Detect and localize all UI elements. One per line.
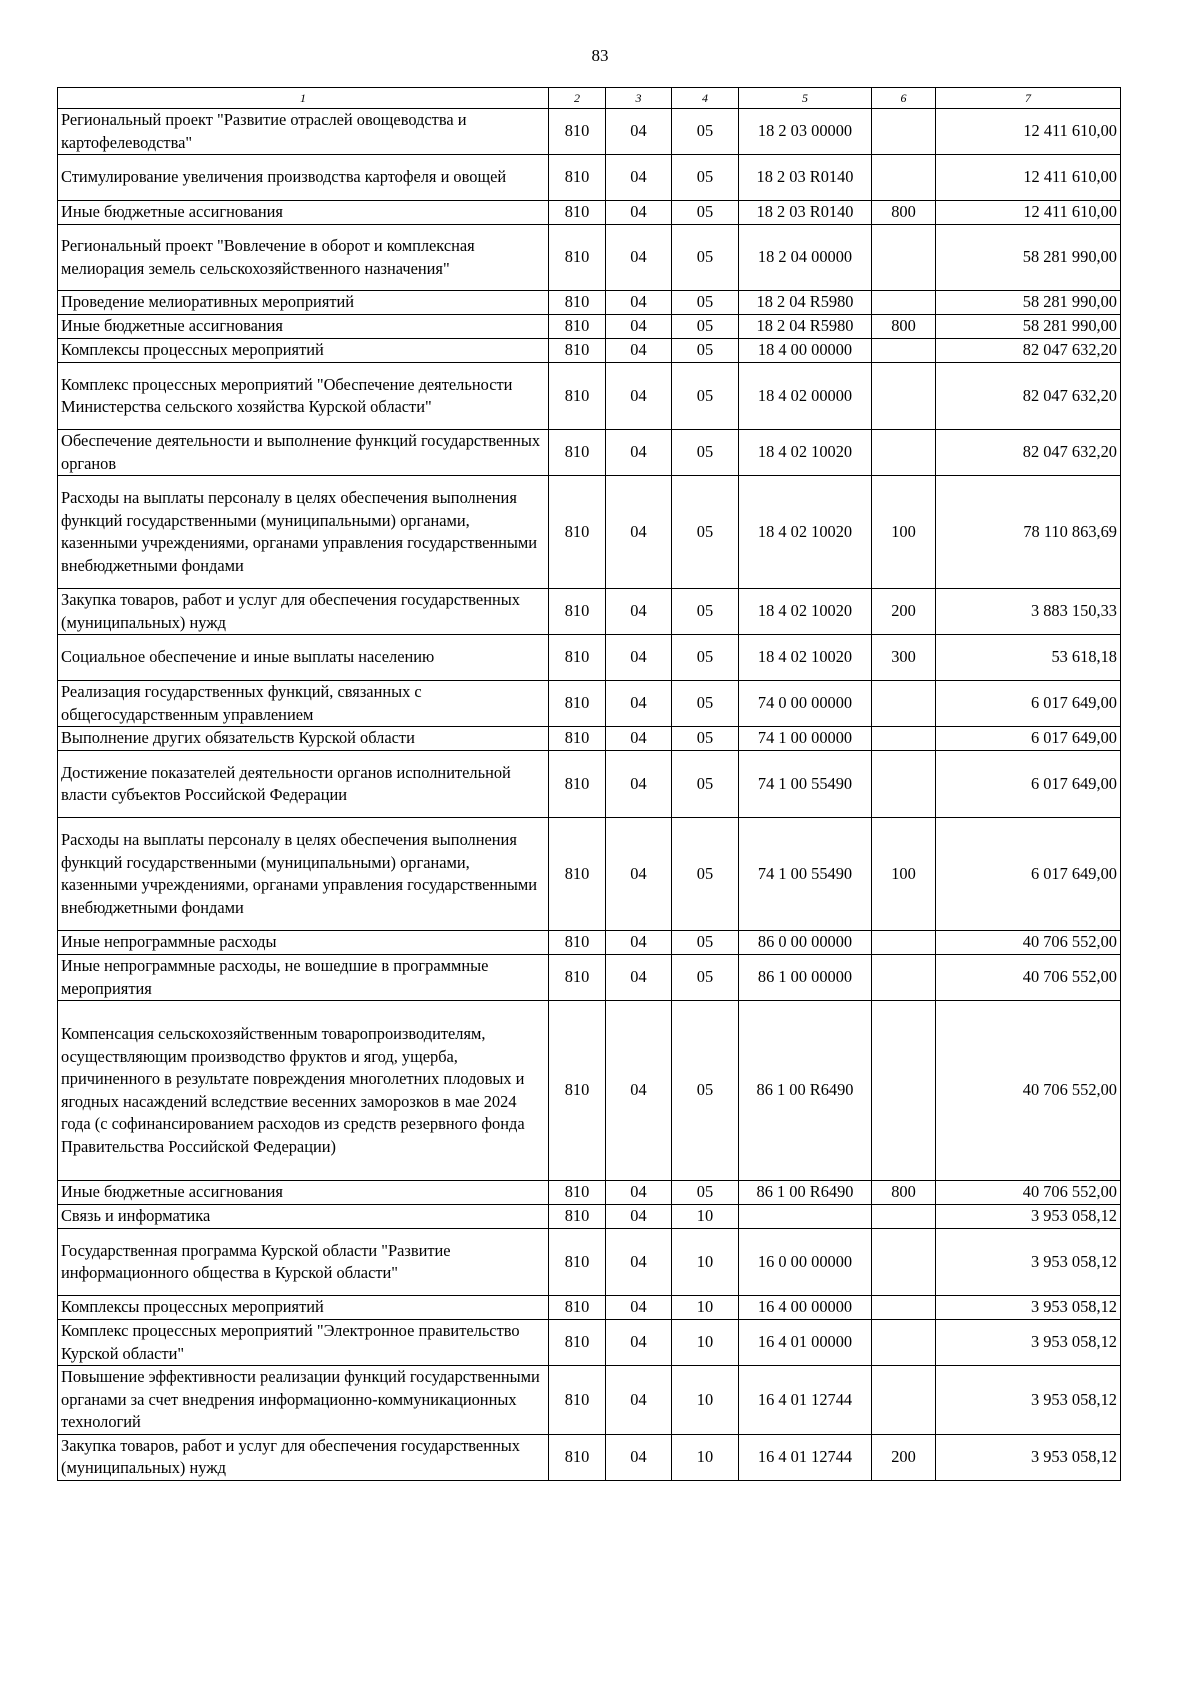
table-row [58, 225, 1121, 291]
ministry-code: 810 [549, 291, 606, 315]
ministry-code: 810 [549, 225, 606, 291]
table-row [58, 430, 1121, 476]
subsection-code: 05 [672, 339, 739, 363]
expense-type-code: 100 [872, 476, 936, 589]
subsection-code: 10 [672, 1296, 739, 1320]
column-header: 4 [672, 88, 739, 109]
section-code: 04 [606, 1366, 672, 1435]
target-article-code: 18 4 00 00000 [739, 339, 872, 363]
item-name: Региональный проект "Вовлечение в оборот и комплексная мелиорация земель сельскохозяйственного назначения" [58, 225, 549, 291]
column-header: 7 [936, 88, 1121, 109]
amount: 3 953 058,12 [936, 1366, 1121, 1435]
section-code: 04 [606, 681, 672, 727]
table-row [58, 1229, 1121, 1296]
amount: 40 706 552,00 [936, 931, 1121, 955]
ministry-code: 810 [549, 635, 606, 681]
expense-type-code [872, 1320, 936, 1366]
section-code: 04 [606, 109, 672, 155]
target-article-code: 16 4 01 12744 [739, 1366, 872, 1435]
target-article-code: 18 4 02 10020 [739, 589, 872, 635]
table-row [58, 931, 1121, 955]
table-row [58, 681, 1121, 727]
item-name: Расходы на выплаты персоналу в целях обеспечения выполнения функций государственными (муниципальными) органами, казенными учреждениями, органами управления государственными внебюджетными фондами [58, 818, 549, 931]
item-name: Выполнение других обязательств Курской области [58, 727, 549, 751]
table-row [58, 1001, 1121, 1181]
expense-type-code: 100 [872, 818, 936, 931]
ministry-code: 810 [549, 1366, 606, 1435]
item-name: Иные бюджетные ассигнования [58, 1181, 549, 1205]
expense-type-code [872, 291, 936, 315]
item-name: Связь и информатика [58, 1205, 549, 1229]
subsection-code: 05 [672, 291, 739, 315]
section-code: 04 [606, 1320, 672, 1366]
subsection-code: 10 [672, 1320, 739, 1366]
table-row [58, 1434, 1121, 1480]
item-name: Стимулирование увеличения производства картофеля и овощей [58, 155, 549, 201]
ministry-code: 810 [549, 589, 606, 635]
section-code: 04 [606, 1001, 672, 1181]
column-header: 6 [872, 88, 936, 109]
ministry-code: 810 [549, 201, 606, 225]
target-article-code: 74 1 00 00000 [739, 727, 872, 751]
subsection-code: 05 [672, 589, 739, 635]
section-code: 04 [606, 155, 672, 201]
table-row [58, 1366, 1121, 1435]
target-article-code: 18 4 02 10020 [739, 635, 872, 681]
expense-type-code [872, 225, 936, 291]
subsection-code: 05 [672, 681, 739, 727]
subsection-code: 05 [672, 818, 739, 931]
subsection-code: 05 [672, 201, 739, 225]
column-header: 5 [739, 88, 872, 109]
expense-type-code: 200 [872, 589, 936, 635]
target-article-code: 86 0 00 00000 [739, 931, 872, 955]
expense-type-code: 800 [872, 315, 936, 339]
ministry-code: 810 [549, 1229, 606, 1296]
target-article-code [739, 1205, 872, 1229]
item-name: Реализация государственных функций, связанных с общегосударственным управлением [58, 681, 549, 727]
table-row [58, 1320, 1121, 1366]
subsection-code: 05 [672, 931, 739, 955]
subsection-code: 05 [672, 1001, 739, 1181]
expense-type-code [872, 1296, 936, 1320]
expense-type-code [872, 430, 936, 476]
item-name: Повышение эффективности реализации функций государственными органами за счет внедрения информационно-коммуникационных технологий [58, 1366, 549, 1435]
amount: 82 047 632,20 [936, 363, 1121, 430]
expense-type-code [872, 109, 936, 155]
target-article-code: 74 0 00 00000 [739, 681, 872, 727]
expense-type-code [872, 751, 936, 818]
table-row [58, 109, 1121, 155]
subsection-code: 05 [672, 225, 739, 291]
column-header: 2 [549, 88, 606, 109]
section-code: 04 [606, 363, 672, 430]
expense-type-code [872, 1229, 936, 1296]
expense-type-code [872, 155, 936, 201]
item-name: Закупка товаров, работ и услуг для обеспечения государственных (муниципальных) нужд [58, 589, 549, 635]
section-code: 04 [606, 818, 672, 931]
table-row [58, 315, 1121, 339]
amount: 3 953 058,12 [936, 1296, 1121, 1320]
ministry-code: 810 [549, 1001, 606, 1181]
expense-type-code [872, 1366, 936, 1435]
section-code: 04 [606, 1205, 672, 1229]
amount: 6 017 649,00 [936, 681, 1121, 727]
item-name: Компенсация сельскохозяйственным товаропроизводителям, осуществляющим производство фруктов и ягод, ущерба, причиненного в результате повреждения многолетних плодовых и ягодных насаждений вследствие весенних заморозков в мае 2024 года (с софинансированием расходов из средств резервного фонда Правительства Российской Федерации) [58, 1001, 549, 1181]
expense-type-code [872, 681, 936, 727]
table-row [58, 1205, 1121, 1229]
section-code: 04 [606, 315, 672, 339]
subsection-code: 05 [672, 315, 739, 339]
target-article-code: 18 2 03 R0140 [739, 155, 872, 201]
expense-type-code: 800 [872, 201, 936, 225]
target-article-code: 74 1 00 55490 [739, 818, 872, 931]
item-name: Государственная программа Курской области "Развитие информационного общества в Курской области" [58, 1229, 549, 1296]
item-name: Комплекс процессных мероприятий "Обеспечение деятельности Министерства сельского хозяйства Курской области" [58, 363, 549, 430]
table-row [58, 635, 1121, 681]
expense-type-code: 300 [872, 635, 936, 681]
target-article-code: 86 1 00 R6490 [739, 1181, 872, 1205]
column-header: 1 [58, 88, 549, 109]
subsection-code: 10 [672, 1434, 739, 1480]
item-name: Достижение показателей деятельности органов исполнительной власти субъектов Российской Федерации [58, 751, 549, 818]
expense-type-code [872, 1205, 936, 1229]
table-row [58, 201, 1121, 225]
section-code: 04 [606, 1434, 672, 1480]
header-row [58, 88, 1121, 109]
item-name: Проведение мелиоративных мероприятий [58, 291, 549, 315]
target-article-code: 18 2 03 00000 [739, 109, 872, 155]
subsection-code: 05 [672, 476, 739, 589]
expense-type-code: 800 [872, 1181, 936, 1205]
section-code: 04 [606, 201, 672, 225]
expense-type-code [872, 363, 936, 430]
ministry-code: 810 [549, 1434, 606, 1480]
target-article-code: 18 4 02 10020 [739, 430, 872, 476]
table-row [58, 727, 1121, 751]
amount: 3 953 058,12 [936, 1434, 1121, 1480]
subsection-code: 05 [672, 955, 739, 1001]
subsection-code: 05 [672, 430, 739, 476]
section-code: 04 [606, 1229, 672, 1296]
target-article-code: 16 4 01 12744 [739, 1434, 872, 1480]
target-article-code: 86 1 00 00000 [739, 955, 872, 1001]
expense-type-code [872, 727, 936, 751]
section-code: 04 [606, 430, 672, 476]
amount: 82 047 632,20 [936, 430, 1121, 476]
amount: 12 411 610,00 [936, 201, 1121, 225]
table-row [58, 955, 1121, 1001]
table-row [58, 476, 1121, 589]
target-article-code: 18 2 04 R5980 [739, 315, 872, 339]
subsection-code: 05 [672, 727, 739, 751]
section-code: 04 [606, 589, 672, 635]
amount: 78 110 863,69 [936, 476, 1121, 589]
subsection-code: 10 [672, 1366, 739, 1435]
amount: 3 953 058,12 [936, 1229, 1121, 1296]
table-row [58, 589, 1121, 635]
table-row [58, 339, 1121, 363]
section-code: 04 [606, 727, 672, 751]
item-name: Иные бюджетные ассигнования [58, 201, 549, 225]
item-name: Иные непрограммные расходы [58, 931, 549, 955]
section-code: 04 [606, 291, 672, 315]
amount: 6 017 649,00 [936, 818, 1121, 931]
ministry-code: 810 [549, 1205, 606, 1229]
target-article-code: 74 1 00 55490 [739, 751, 872, 818]
item-name: Расходы на выплаты персоналу в целях обеспечения выполнения функций государственными (муниципальными) органами, казенными учреждениями, органами управления государственными внебюджетными фондами [58, 476, 549, 589]
subsection-code: 10 [672, 1229, 739, 1296]
subsection-code: 10 [672, 1205, 739, 1229]
amount: 12 411 610,00 [936, 109, 1121, 155]
item-name: Комплекс процессных мероприятий "Электронное правительство Курской области" [58, 1320, 549, 1366]
amount: 3 953 058,12 [936, 1320, 1121, 1366]
target-article-code: 16 0 00 00000 [739, 1229, 872, 1296]
target-article-code: 16 4 01 00000 [739, 1320, 872, 1366]
expense-type-code [872, 955, 936, 1001]
ministry-code: 810 [549, 818, 606, 931]
section-code: 04 [606, 225, 672, 291]
item-name: Региональный проект "Развитие отраслей овощеводства и картофелеводства" [58, 109, 549, 155]
table-row [58, 155, 1121, 201]
subsection-code: 05 [672, 109, 739, 155]
amount: 58 281 990,00 [936, 225, 1121, 291]
table-row [58, 1296, 1121, 1320]
amount: 58 281 990,00 [936, 291, 1121, 315]
ministry-code: 810 [549, 1320, 606, 1366]
table-row [58, 818, 1121, 931]
ministry-code: 810 [549, 1296, 606, 1320]
page-number: 83 [591, 46, 609, 65]
ministry-code: 810 [549, 1181, 606, 1205]
amount: 82 047 632,20 [936, 339, 1121, 363]
ministry-code: 810 [549, 727, 606, 751]
amount: 6 017 649,00 [936, 751, 1121, 818]
amount: 3 883 150,33 [936, 589, 1121, 635]
section-code: 04 [606, 476, 672, 589]
subsection-code: 05 [672, 751, 739, 818]
target-article-code: 18 2 04 R5980 [739, 291, 872, 315]
section-code: 04 [606, 955, 672, 1001]
target-article-code: 18 4 02 00000 [739, 363, 872, 430]
table-row [58, 751, 1121, 818]
ministry-code: 810 [549, 109, 606, 155]
section-code: 04 [606, 751, 672, 818]
expense-type-code [872, 339, 936, 363]
section-code: 04 [606, 1181, 672, 1205]
amount: 6 017 649,00 [936, 727, 1121, 751]
expense-type-code: 200 [872, 1434, 936, 1480]
budget-table [57, 87, 1121, 1481]
item-name: Закупка товаров, работ и услуг для обеспечения государственных (муниципальных) нужд [58, 1434, 549, 1480]
ministry-code: 810 [549, 931, 606, 955]
amount: 58 281 990,00 [936, 315, 1121, 339]
target-article-code: 16 4 00 00000 [739, 1296, 872, 1320]
expense-type-code [872, 1001, 936, 1181]
section-code: 04 [606, 635, 672, 681]
amount: 12 411 610,00 [936, 155, 1121, 201]
ministry-code: 810 [549, 315, 606, 339]
target-article-code: 86 1 00 R6490 [739, 1001, 872, 1181]
item-name: Комплексы процессных мероприятий [58, 1296, 549, 1320]
ministry-code: 810 [549, 955, 606, 1001]
subsection-code: 05 [672, 1181, 739, 1205]
target-article-code: 18 2 03 R0140 [739, 201, 872, 225]
item-name: Иные непрограммные расходы, не вошедшие в программные мероприятия [58, 955, 549, 1001]
section-code: 04 [606, 339, 672, 363]
amount: 40 706 552,00 [936, 955, 1121, 1001]
column-header: 3 [606, 88, 672, 109]
item-name: Иные бюджетные ассигнования [58, 315, 549, 339]
subsection-code: 05 [672, 363, 739, 430]
table-row [58, 1181, 1121, 1205]
amount: 53 618,18 [936, 635, 1121, 681]
ministry-code: 810 [549, 476, 606, 589]
table-row [58, 363, 1121, 430]
ministry-code: 810 [549, 363, 606, 430]
expense-type-code [872, 931, 936, 955]
ministry-code: 810 [549, 339, 606, 363]
item-name: Обеспечение деятельности и выполнение функций государственных органов [58, 430, 549, 476]
target-article-code: 18 4 02 10020 [739, 476, 872, 589]
table-row [58, 291, 1121, 315]
target-article-code: 18 2 04 00000 [739, 225, 872, 291]
item-name: Социальное обеспечение и иные выплаты населению [58, 635, 549, 681]
amount: 3 953 058,12 [936, 1205, 1121, 1229]
ministry-code: 810 [549, 430, 606, 476]
ministry-code: 810 [549, 681, 606, 727]
amount: 40 706 552,00 [936, 1181, 1121, 1205]
section-code: 04 [606, 931, 672, 955]
subsection-code: 05 [672, 155, 739, 201]
ministry-code: 810 [549, 155, 606, 201]
item-name: Комплексы процессных мероприятий [58, 339, 549, 363]
section-code: 04 [606, 1296, 672, 1320]
subsection-code: 05 [672, 635, 739, 681]
ministry-code: 810 [549, 751, 606, 818]
amount: 40 706 552,00 [936, 1001, 1121, 1181]
